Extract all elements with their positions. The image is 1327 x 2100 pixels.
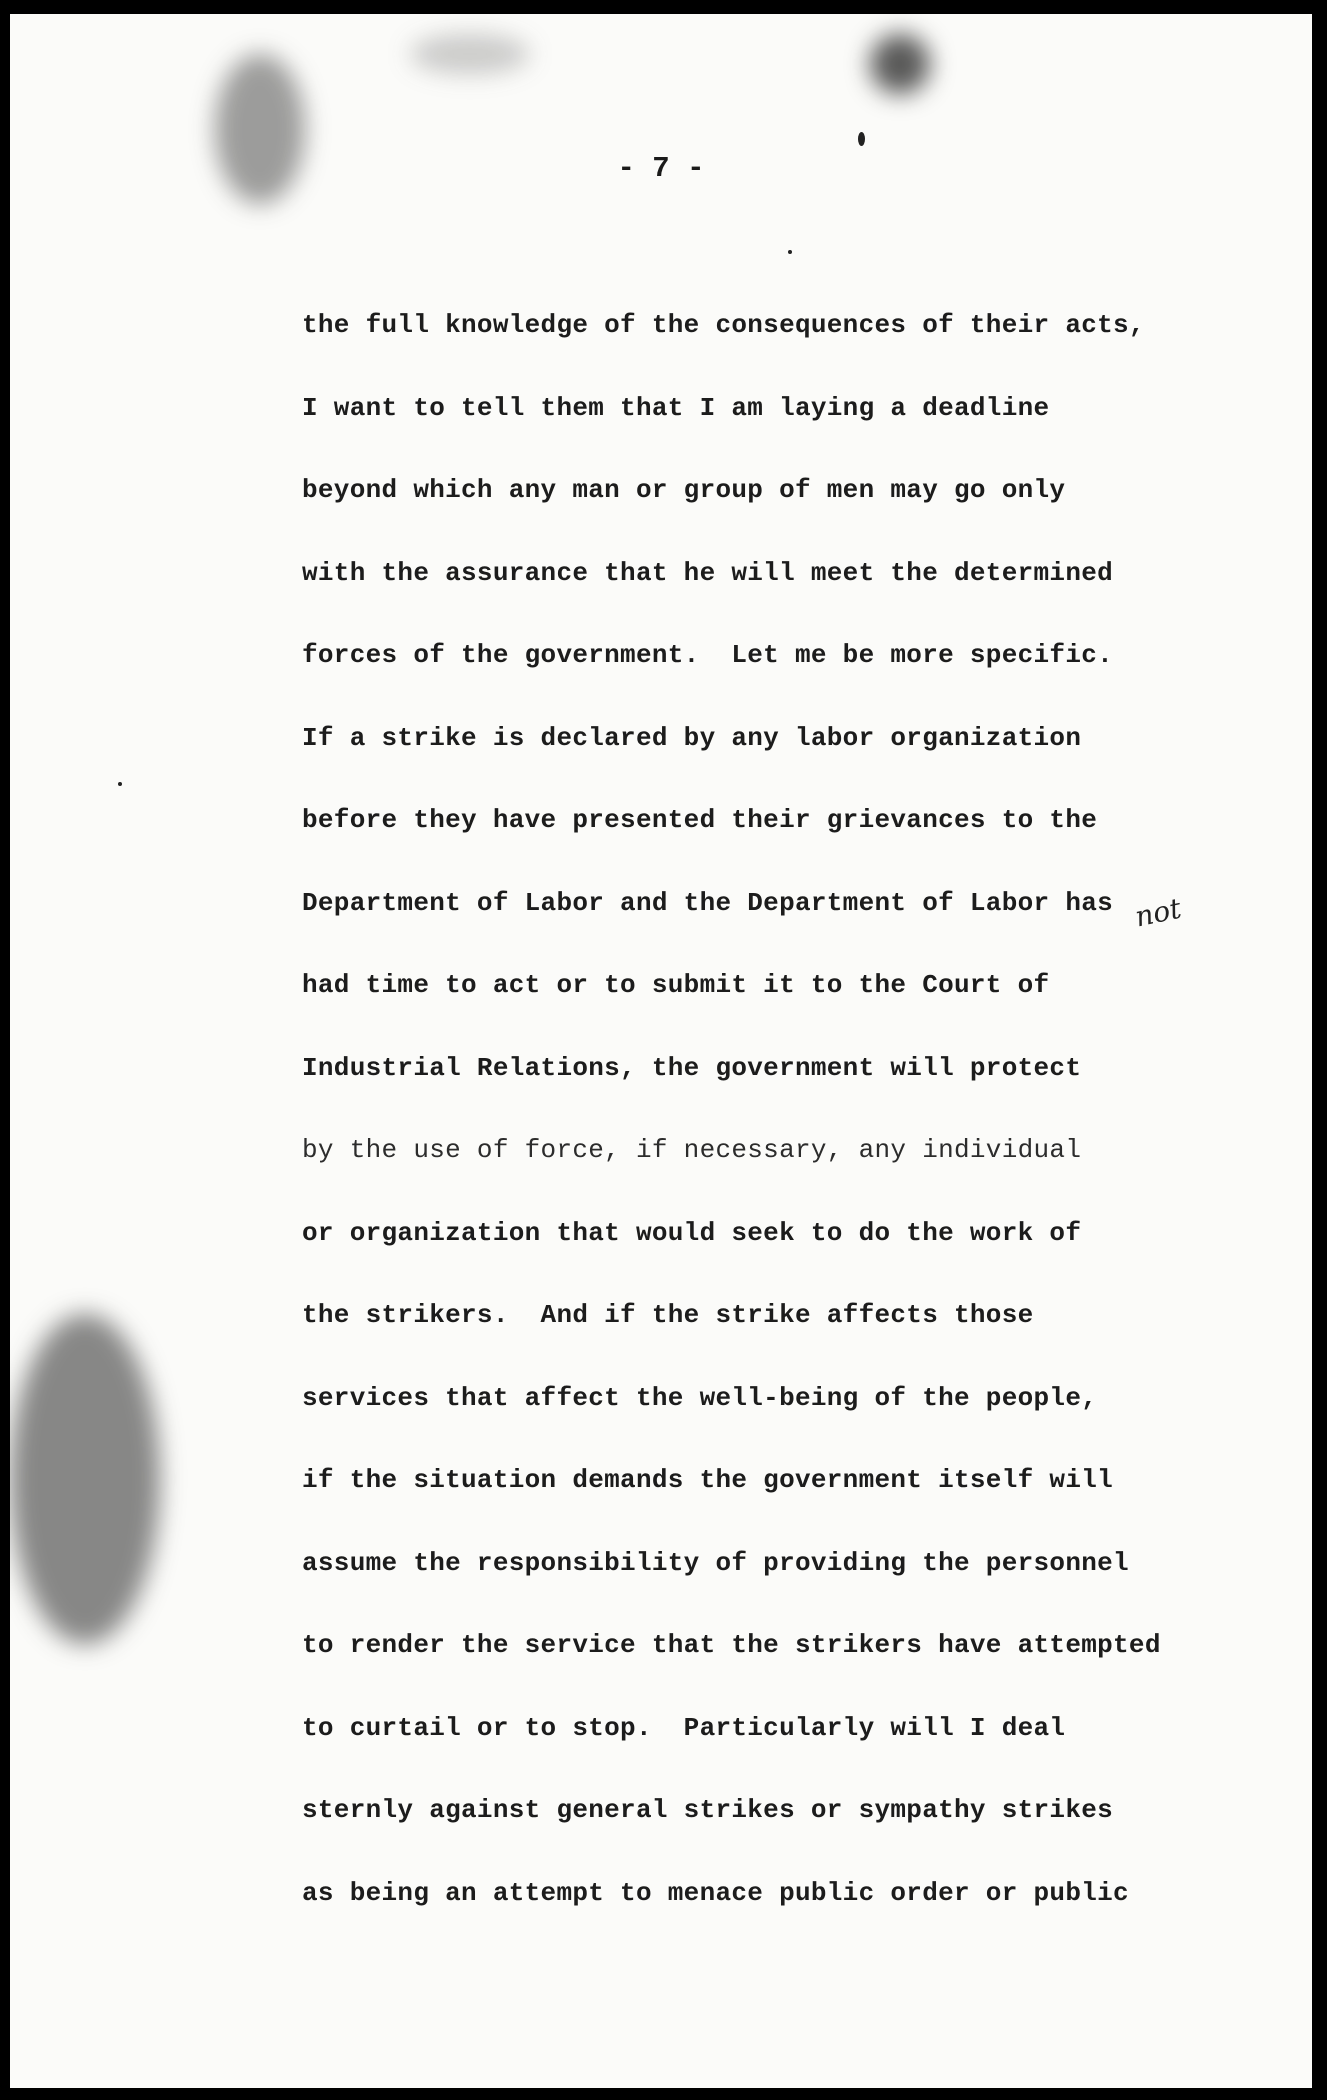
page-number: - 7 -	[617, 152, 705, 185]
text-line: If a strike is declared by any labor organization	[302, 722, 1082, 753]
text-line: services that affect the well-being of the people,	[302, 1382, 1098, 1413]
ink-speck	[788, 250, 792, 254]
ink-stain	[410, 34, 530, 74]
text-line: before they have presented their grievances to the	[302, 805, 1098, 835]
text-line: beyond which any man or group of men may go only	[302, 475, 1066, 505]
text-line: I want to tell them that I am laying a deadline	[302, 392, 1050, 423]
text-line: with the assurance that he will meet the determined	[302, 557, 1114, 588]
text-line: to curtail or to stop. Particularly will I deal	[302, 1712, 1066, 1743]
text-line: the full knowledge of the consequences of their acts,	[302, 310, 1145, 340]
text-line: by the use of force, if necessary, any individual	[302, 1135, 1082, 1165]
ink-stain	[870, 34, 930, 94]
document-page	[10, 14, 1312, 2088]
text-line: assume the responsibility of providing the personnel	[302, 1547, 1129, 1578]
text-line: as being an attempt to menace public order or public	[302, 1877, 1129, 1908]
text-line: Industrial Relations, the government will protect	[302, 1052, 1082, 1083]
typewritten-body	[302, 310, 1302, 1960]
text-line: Department of Labor and the Department of Labor has	[302, 887, 1114, 918]
text-line: sternly against general strikes or sympathy strikes	[302, 1795, 1114, 1825]
ink-stain	[10, 1314, 160, 1644]
text-line: or organization that would seek to do the work of	[302, 1217, 1082, 1248]
text-line: had time to act or to submit it to the Court of	[302, 970, 1050, 1000]
ink-speck	[118, 782, 122, 786]
text-line: forces of the government. Let me be more specific.	[302, 640, 1114, 670]
ink-speck	[858, 132, 865, 146]
handwritten-annotation: not	[1132, 891, 1185, 934]
text-line: if the situation demands the government itself will	[302, 1465, 1114, 1495]
text-line: the strikers. And if the strike affects those	[302, 1300, 1034, 1330]
text-line: to render the service that the strikers have attempted	[302, 1630, 1161, 1660]
